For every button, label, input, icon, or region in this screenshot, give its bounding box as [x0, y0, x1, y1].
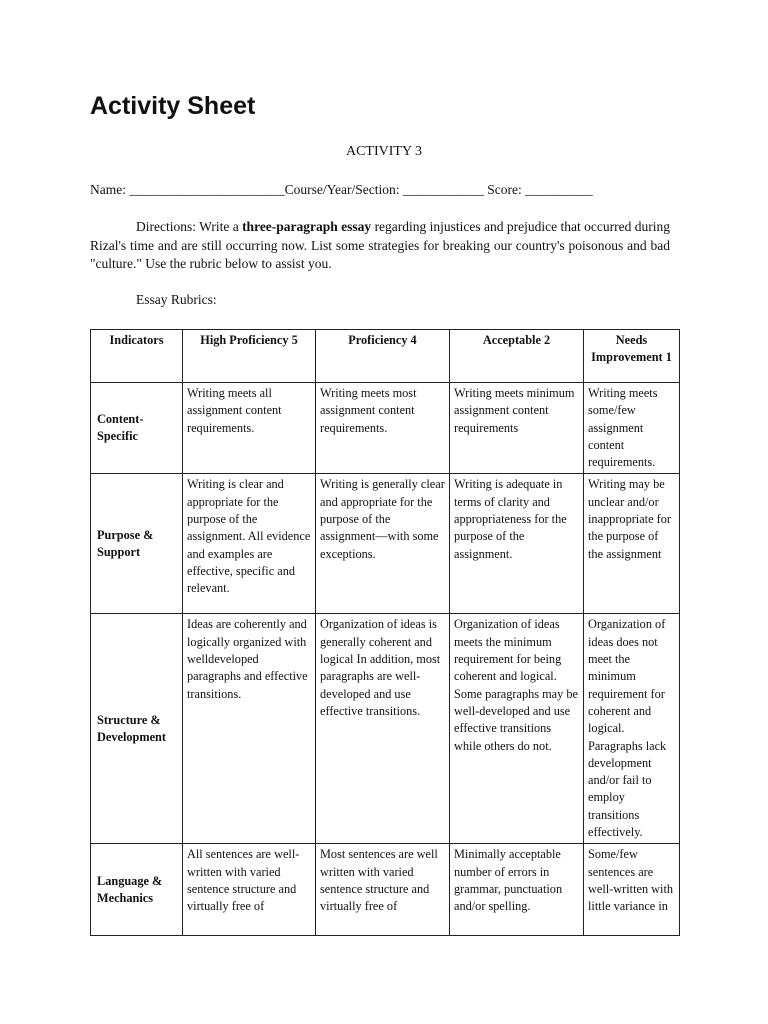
- indicator-purpose-support: Purpose & Support: [91, 474, 183, 614]
- indicator-structure-development: Structure & Development: [91, 614, 183, 844]
- cell-language-high: [183, 844, 316, 936]
- directions-text-end: regarding injustices and prejudice that occurred during Rizal's time and are still occurring now. List some strategies for breaking our country's poisonous and bad "culture." Use the rubric below to assist you.: [90, 219, 670, 271]
- indicator-language-mechanics: Language & Mechanics: [91, 844, 183, 936]
- cell-purpose-proficiency: Writing is generally clear and appropriate for the purpose of the assignment—with some exceptions.: [316, 474, 450, 614]
- cell-language-proficiency: [316, 844, 450, 936]
- activity-heading: ACTIVITY 3: [345, 144, 423, 159]
- cell-purpose-needs-improvement: Writing may be unclear and/or inappropriate for the purpose of the assignment: [584, 474, 680, 614]
- rubric-row-purpose-support: [91, 474, 680, 614]
- rubric-row-content-specific: [91, 383, 680, 474]
- header-needs-improvement: Needs Improvement 1: [584, 330, 680, 383]
- essay-rubric-table: [90, 329, 680, 936]
- cell-language-acceptable: [450, 844, 584, 936]
- cell-language-high-text: All sentences are well-written with varied sentence structure and virtually free of: [187, 847, 300, 914]
- cell-language-needs-improvement: [584, 844, 680, 936]
- cell-structure-proficiency: Organization of ideas is generally coherent and logical In addition, most paragraphs are well-developed and use effective transitions.: [316, 614, 450, 844]
- cell-purpose-acceptable: Writing is adequate in terms of clarity and appropriateness for the purpose of the assignment.: [450, 474, 584, 614]
- cell-structure-high: Ideas are coherently and logically organized with welldeveloped paragraphs and effective transitions.: [183, 614, 316, 844]
- directions-paragraph: [90, 218, 670, 274]
- cell-content-high: Writing meets all assignment content requirements.: [183, 383, 316, 474]
- cell-content-proficiency: Writing meets most assignment content requirements.: [316, 383, 450, 474]
- header-acceptable: Acceptable 2: [450, 330, 584, 383]
- cell-language-proficiency-text: Most sentences are well written with varied sentence structure and virtually free of: [320, 847, 438, 914]
- name-course-score-line: Name: _______________________Course/Year/Section: ____________ Score: __________: [90, 182, 593, 197]
- header-proficiency: Proficiency 4: [316, 330, 450, 383]
- header-high-proficiency: High Proficiency 5: [183, 330, 316, 383]
- cell-structure-needs-improvement: Organization of ideas does not meet the minimum requirement for coherent and logical. Paragraphs lack development and/or fail to employ transitions effectively.: [584, 614, 680, 844]
- cell-content-acceptable: Writing meets minimum assignment content requirements: [450, 383, 584, 474]
- rubric-row-structure-development: [91, 614, 680, 844]
- cell-language-acceptable-text: Minimally acceptable number of errors in grammar, punctuation and/or spelling.: [454, 847, 563, 914]
- directions-emphasis: three-paragraph essay: [242, 219, 372, 234]
- directions-text-start: Directions: Write a: [136, 219, 243, 234]
- header-indicators: Indicators: [91, 330, 183, 383]
- cell-language-needs-improvement-text: Some/few sentences are well-written with little variance in: [588, 847, 674, 914]
- rubric-label: Essay Rubrics:: [136, 292, 217, 307]
- cell-purpose-high: Writing is clear and appropriate for the purpose of the assignment. All evidence and examples are effective, specific and relevant.: [183, 474, 316, 614]
- rubric-header-row: [91, 330, 680, 383]
- cell-content-needs-improvement: Writing meets some/few assignment content requirements.: [584, 383, 680, 474]
- rubric-row-language-mechanics: [91, 844, 680, 936]
- page-title: Activity Sheet: [90, 92, 256, 120]
- indicator-content-specific: Content-Specific: [91, 383, 183, 474]
- cell-structure-acceptable: Organization of ideas meets the minimum requirement for being coherent and logical. Some paragraphs may be well-developed and use effective transitions while others do not.: [450, 614, 584, 844]
